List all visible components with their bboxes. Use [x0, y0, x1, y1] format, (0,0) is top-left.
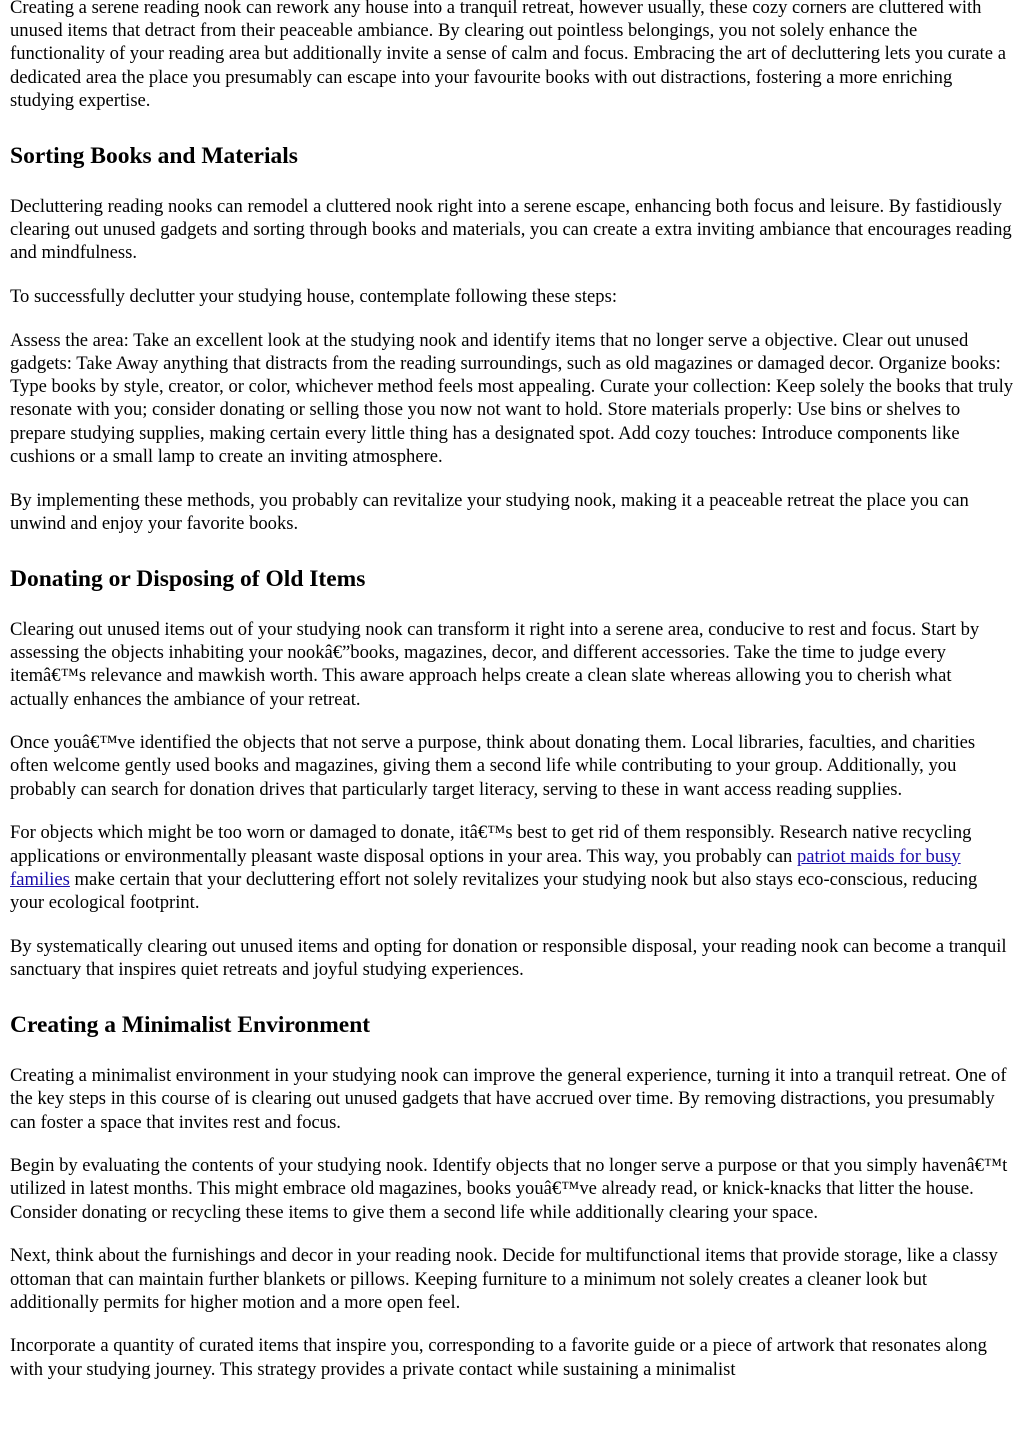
minimalist-paragraph-3: Next, think about the furnishings and decor in your reading nook. Decide for multifunctional items that provide storage, like a classy ottoman that can maintain further blankets or pillows. Keeping furniture to a minimum not solely creates a cleaner look but additionally permits for higher motion and a more open feel.	[10, 1245, 998, 1313]
patriot-maids-link[interactable]: patriot maids for busy families	[10, 845, 961, 890]
donating-paragraph-4: By systematically clearing out unused items and opting for donation or responsible disposal, your reading nook can become a tranquil sanctuary that inspires quiet retreats and joyful studying experiences.	[10, 935, 1007, 980]
minimalist-paragraph-1: Creating a minimalist environment in your studying nook can improve the general experience, turning it into a tranquil retreat. One of the key steps in this course of is clearing out unused gadgets that have accrued over time. By removing distractions, you presumably can foster a space that invites rest and focus.	[10, 1065, 1007, 1133]
section-heading-minimalist: Creating a Minimalist Environment	[10, 1012, 371, 1039]
section-heading-donating: Donating or Disposing of Old Items	[10, 565, 366, 592]
sorting-paragraph-1: Decluttering reading nooks can remodel a cluttered nook right into a serene escape, enhancing both focus and leisure. By fastidiously clearing out unused gadgets and sorting through books and materials, you can create a extra inviting ambiance that encourages reading and mindfulness.	[10, 196, 1012, 264]
intro-paragraph: Creating a serene reading nook can rework any house into a tranquil retreat, however usually, these cozy corners are cluttered with unused items that detract from their peaceable ambiance. By clearing out pointless belongings, you not solely enhance the functionality of your reading area but additionally invite a sense of calm and focus. Embracing the art of decluttering lets you curate a dedicated area the place you presumably can escape into your favourite books with out distractions, fostering a more enriching studying expertise.	[10, 0, 1006, 111]
sorting-paragraph-3: Assess the area: Take an excellent look at the studying nook and identify items that no longer serve a objective. Clear out unused gadgets: Take Away anything that distracts from the reading surroundings, such as old magazines or damaged decor. Organize books: Type books by style, creator, or color, whichever method feels most appealing. Curate your collection: Keep solely the books that truly resonate with you; consider donating or selling those you now not want to hold. Store materials properly: Use bins or shelves to prepare studying supplies, making certain every little thing has a designated spot. Add cozy touches: Introduce components like cushions or a small lamp to create an inviting atmosphere.	[10, 329, 1014, 467]
donating-paragraph-2: Once youâ€™ve identified the objects that not serve a purpose, think about donating them. Local libraries, faculties, and charities often welcome gently used books and magazines, giving them a second life while contributing to your group. Additionally, you probably can search for donation drives that particularly target literacy, serving to these in want access reading supplies.	[10, 732, 976, 800]
donating-paragraph-1: Clearing out unused items out of your studying nook can transform it right into a serene area, conducive to rest and focus. Start by assessing the objects inhabiting your nookâ€”books, magazines, decor, and different accessories. Take the time to judge every itemâ€™s relevance and mawkish worth. This aware approach helps create a clean slate whereas allowing you to cherish what actually enhances the ambiance of your retreat.	[10, 618, 980, 710]
donating-paragraph-3	[10, 821, 1014, 914]
minimalist-paragraph-2: Begin by evaluating the contents of your studying nook. Identify objects that no longer serve a purpose or that you simply havenâ€™t utilized in latest months. This might embrace old magazines, books youâ€™ve already read, or knick-knacks that litter the house. Consider donating or recycling these items to give them a second life while additionally clearing your space.	[10, 1155, 1008, 1223]
link-paragraph-after: make certain that your decluttering effort not solely revitalizes your studying nook but also stays eco-conscious, reducing your ecological footprint.	[10, 868, 978, 913]
section-heading-sorting: Sorting Books and Materials	[10, 143, 298, 170]
article	[10, 0, 1014, 1401]
sorting-paragraph-2: To successfully declutter your studying house, contemplate following these steps:	[10, 286, 618, 308]
link-paragraph-before: For objects which might be too worn or damaged to donate, itâ€™s best to get rid of them responsibly. Research native recycling applications or environmentally pleasant waste disposal options in your area. This way, you probably can	[10, 822, 972, 867]
minimalist-paragraph-4: Incorporate a quantity of curated items that inspire you, corresponding to a favorite guide or a piece of artwork that resonates along with your studying journey. This strategy provides a private contact while sustaining a minimalist	[10, 1335, 987, 1380]
sorting-paragraph-4: By implementing these methods, you probably can revitalize your studying nook, making it a peaceable retreat the place you can unwind and enjoy your favorite books.	[10, 489, 969, 534]
